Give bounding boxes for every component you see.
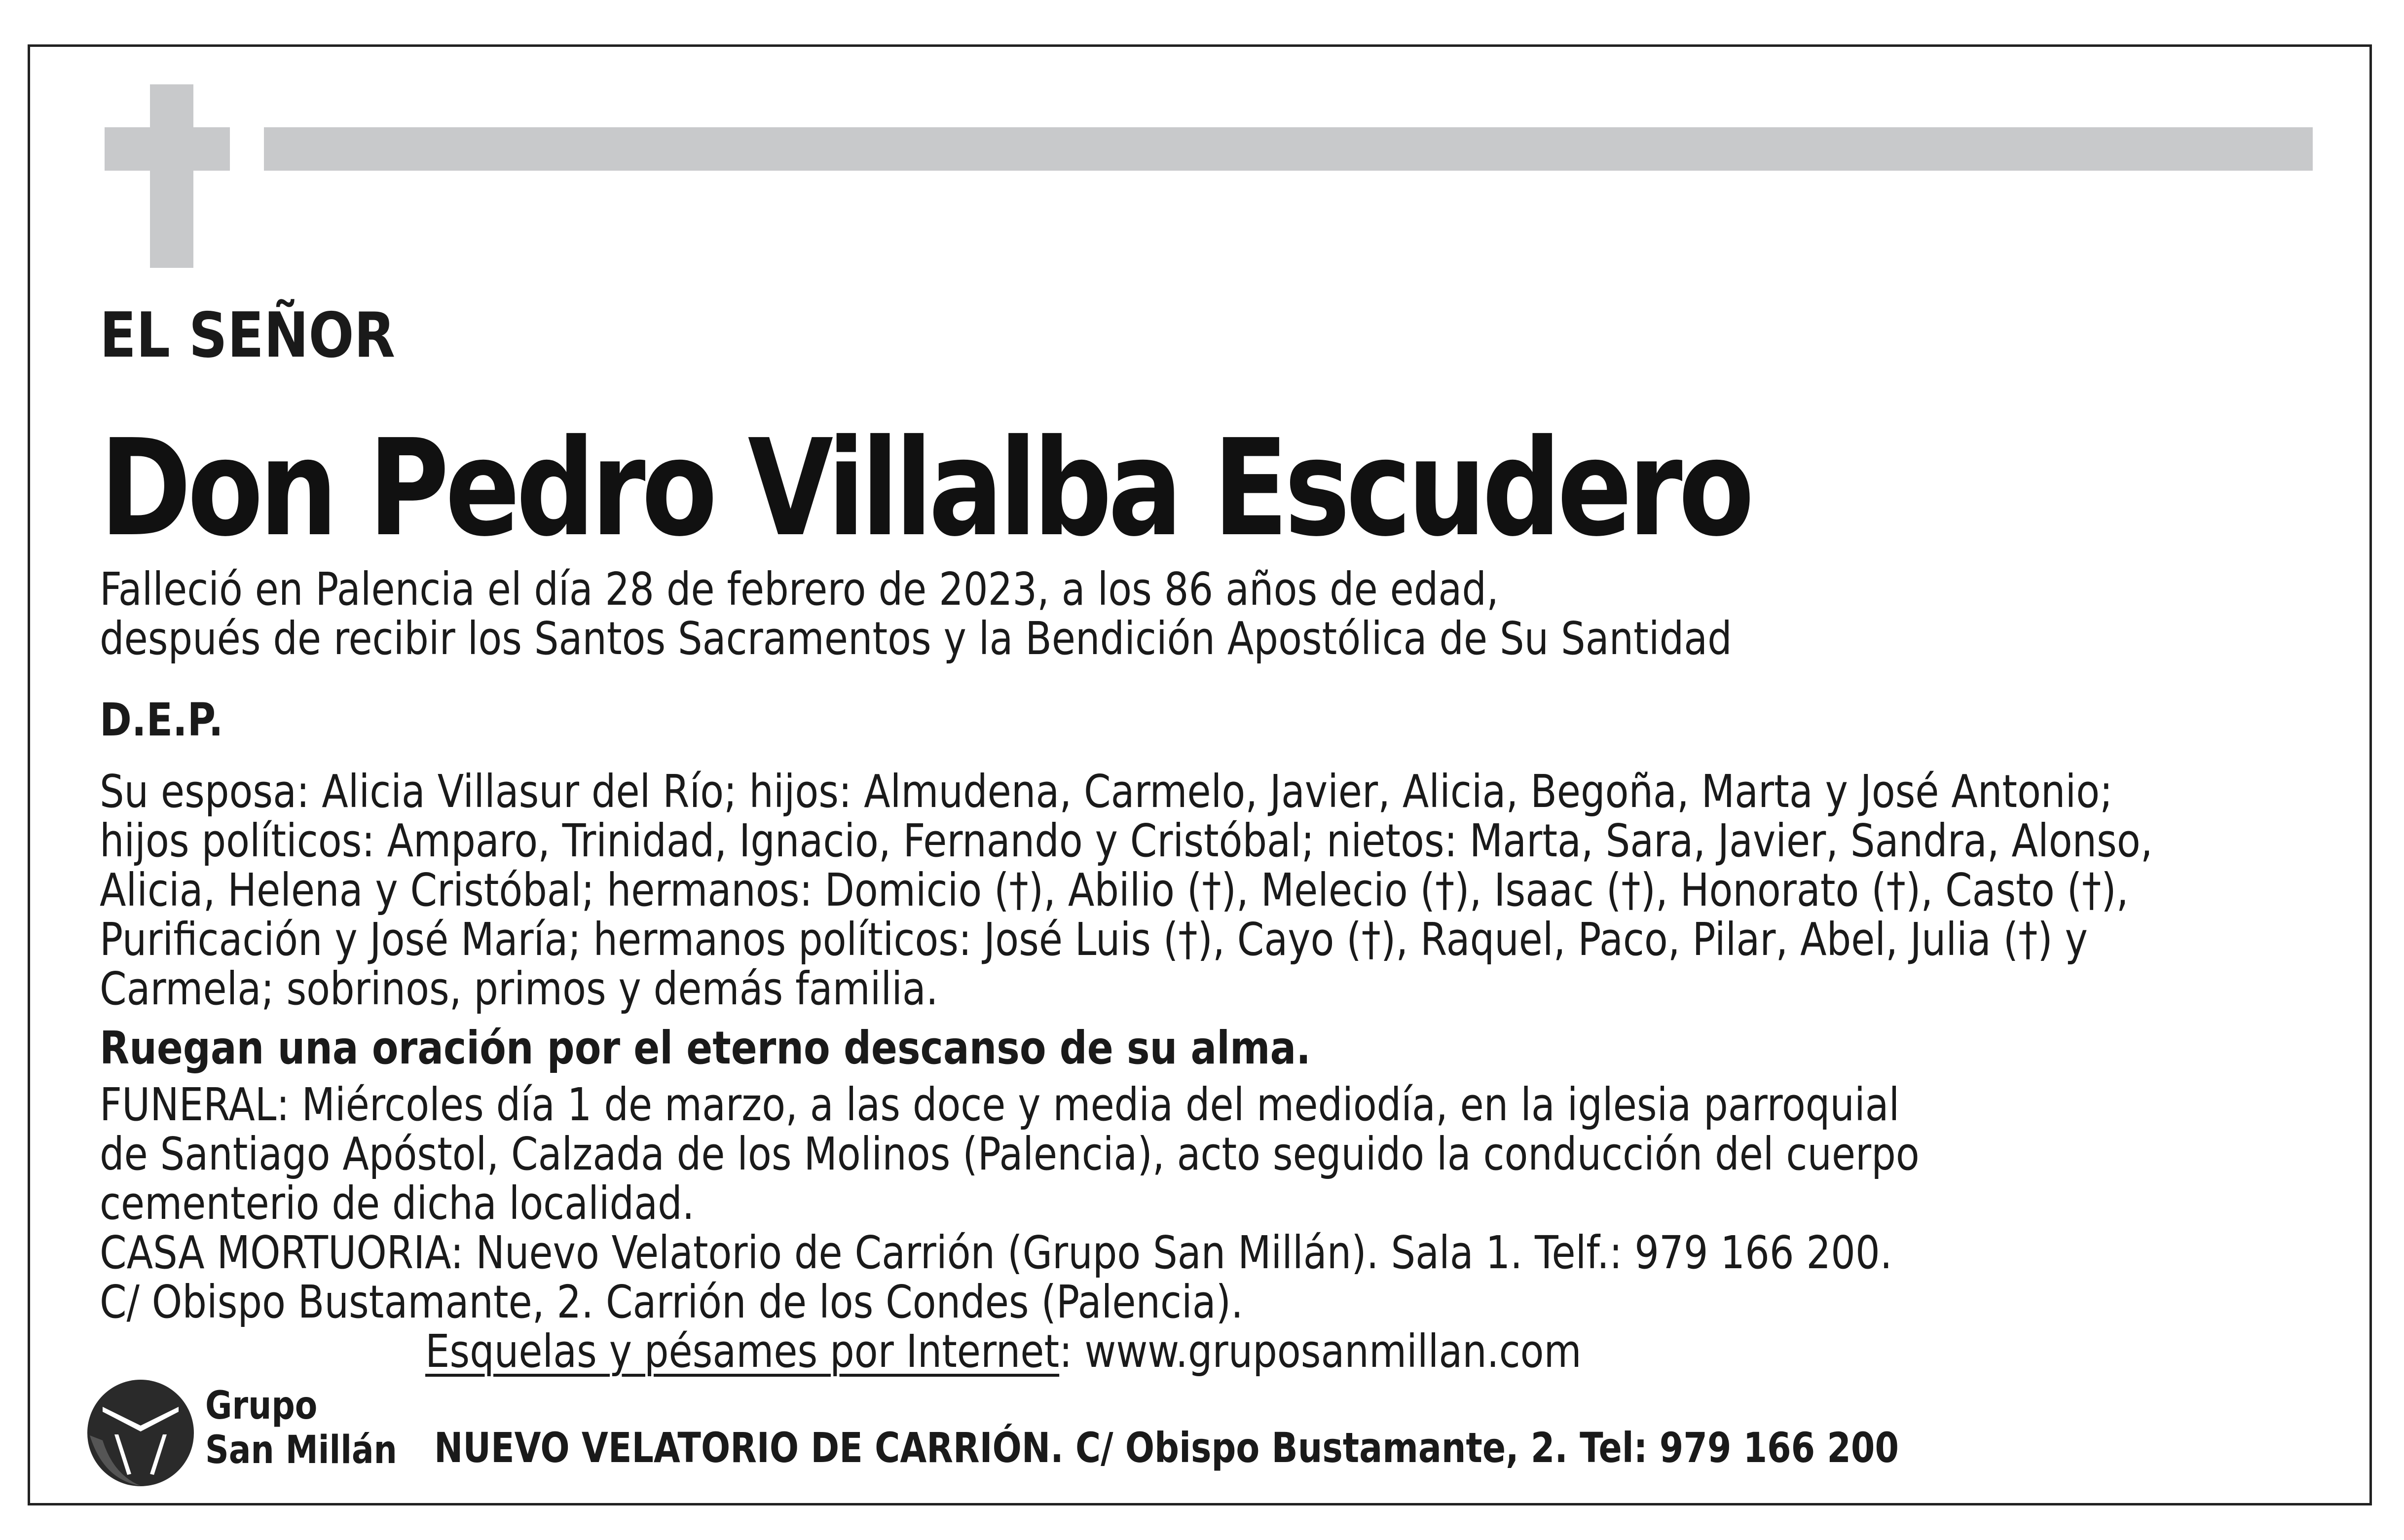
funeral-line-3: cementerio de dicha localidad. bbox=[100, 1177, 695, 1230]
deceased-name: Don Pedro Villalba Escudero bbox=[100, 410, 1750, 566]
death-line-1: Falleció en Palencia el día 28 de febrero de 2023, a los 86 años de edad, bbox=[100, 563, 1499, 616]
footer-address: NUEVO VELATORIO DE CARRIÓN. C/ Obispo Bustamante, 2. Tel: 979 166 200 bbox=[434, 1424, 1899, 1472]
dep-label: D.E.P. bbox=[100, 694, 223, 746]
family-line-4: Purificación y José María; hermanos políticos: José Luis (†), Cayo (†), Raquel, Paco, Pilar, Abel, Julia (†) y bbox=[100, 913, 2088, 966]
funeral-line-2: de Santiago Apóstol, Calzada de los Molinos (Palencia), acto seguido la conducción del cuerpo bbox=[100, 1128, 1920, 1180]
cross-icon bbox=[150, 84, 193, 268]
internet-link[interactable]: Esquelas y pésames por Internet bbox=[425, 1325, 1060, 1378]
family-line-5: Carmela; sobrinos, primos y demás familia. bbox=[100, 962, 938, 1015]
death-line-2: después de recibir los Santos Sacramentos y la Bendición Apostólica de Su Santidad bbox=[100, 612, 1732, 665]
logo-text-line-1: Grupo bbox=[205, 1384, 318, 1428]
funeral-line-4: CASA MORTUORIA: Nuevo Velatorio de Carrión (Grupo San Millán). Sala 1. Telf.: 979 166 200. bbox=[100, 1226, 1892, 1279]
family-line-1: Su esposa: Alicia Villasur del Río; hijos: Almudena, Carmelo, Javier, Alicia, Begoña, Marta y José Antonio; bbox=[100, 765, 2113, 818]
prayer-line: Ruegan una oración por el eterno descanso de su alma. bbox=[100, 1022, 1311, 1074]
internet-url[interactable]: www.gruposanmillan.com bbox=[1084, 1325, 1582, 1378]
cross-icon-arm bbox=[105, 127, 230, 171]
family-line-3: Alicia, Helena y Cristóbal; hermanos: Domicio (†), Abilio (†), Melecio (†), Isaac (†), Honorato (†), Casto (†), bbox=[100, 864, 2129, 917]
internet-line bbox=[425, 1327, 1582, 1376]
funeral-line-5: C/ Obispo Bustamante, 2. Carrión de los Condes (Palencia). bbox=[100, 1276, 1244, 1328]
funeral-line-1: FUNERAL: Miércoles día 1 de marzo, a las doce y media del mediodía, en la iglesia parroquial bbox=[100, 1078, 1900, 1131]
logo-text-line-2: San Millán bbox=[205, 1428, 397, 1472]
internet-separator: : bbox=[1059, 1325, 1085, 1378]
family-line-2: hijos políticos: Amparo, Trinidad, Ignacio, Fernando y Cristóbal; nietos: Marta, Sara, Javier, Sandra, Alonso, bbox=[100, 814, 2153, 867]
honorific: EL SEÑOR bbox=[100, 299, 396, 371]
header-bar bbox=[264, 127, 2313, 171]
grupo-san-millan-logo-icon bbox=[84, 1376, 197, 1490]
